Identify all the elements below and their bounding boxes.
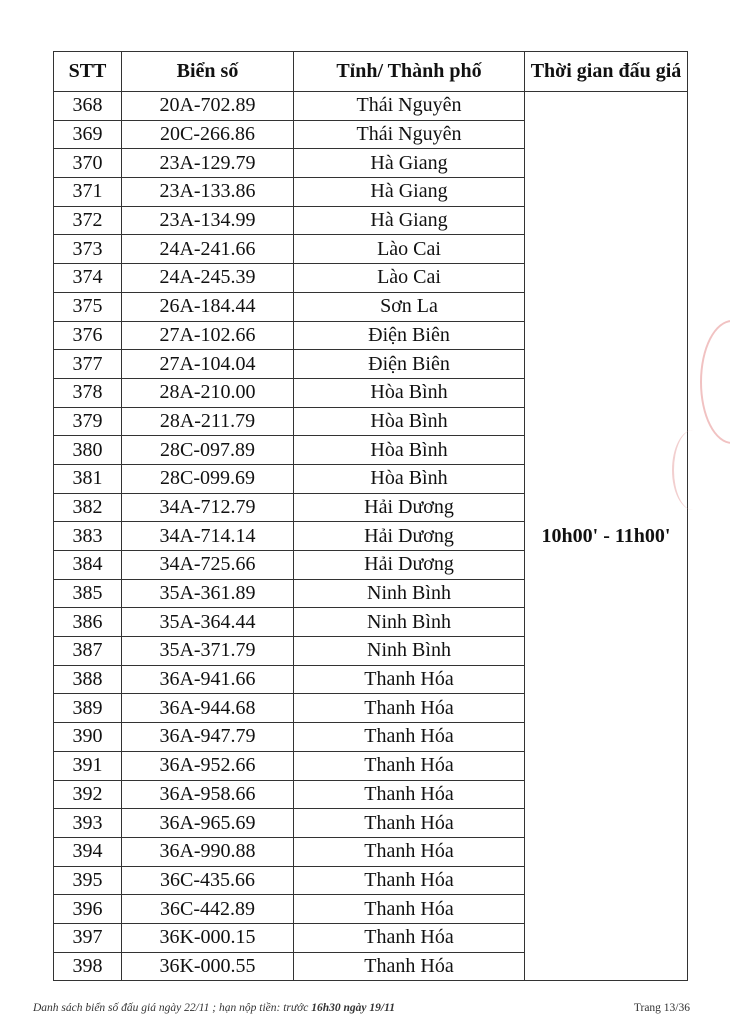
- row-province: Thanh Hóa: [294, 866, 525, 895]
- footer-deadline: 16h30 ngày 19/11: [311, 1002, 395, 1014]
- row-province: Sơn La: [294, 292, 525, 321]
- row-province: Hà Giang: [294, 206, 525, 235]
- row-plate-number: 23A-129.79: [122, 149, 294, 178]
- header-auction-time: Thời gian đấu giá: [525, 52, 688, 92]
- stamp-seal-partial: [672, 430, 714, 510]
- row-province: Hòa Bình: [294, 407, 525, 436]
- row-province: Thanh Hóa: [294, 780, 525, 809]
- row-stt: 398: [54, 952, 122, 981]
- row-plate-number: 36A-944.68: [122, 694, 294, 723]
- row-stt: 396: [54, 895, 122, 924]
- row-plate-number: 36A-947.79: [122, 723, 294, 752]
- row-stt: 390: [54, 723, 122, 752]
- row-stt: 386: [54, 608, 122, 637]
- row-province: Hòa Bình: [294, 436, 525, 465]
- row-province: Hòa Bình: [294, 464, 525, 493]
- row-province: Hà Giang: [294, 178, 525, 207]
- row-stt: 374: [54, 264, 122, 293]
- row-plate-number: 28C-099.69: [122, 464, 294, 493]
- row-plate-number: 28A-211.79: [122, 407, 294, 436]
- row-province: Lào Cai: [294, 235, 525, 264]
- row-province: Thanh Hóa: [294, 923, 525, 952]
- row-province: Hà Giang: [294, 149, 525, 178]
- row-plate-number: 36C-435.66: [122, 866, 294, 895]
- row-stt: 369: [54, 120, 122, 149]
- row-stt: 391: [54, 751, 122, 780]
- row-province: Thanh Hóa: [294, 723, 525, 752]
- row-plate-number: 26A-184.44: [122, 292, 294, 321]
- row-plate-number: 24A-241.66: [122, 235, 294, 264]
- row-plate-number: 23A-133.86: [122, 178, 294, 207]
- row-stt: 377: [54, 350, 122, 379]
- page-number: Trang 13/36: [633, 1002, 690, 1014]
- row-plate-number: 35A-364.44: [122, 608, 294, 637]
- footer-note: [33, 1002, 395, 1014]
- row-stt: 384: [54, 551, 122, 580]
- row-province: Hải Dương: [294, 551, 525, 580]
- row-stt: 370: [54, 149, 122, 178]
- row-stt: 385: [54, 579, 122, 608]
- row-province: Điện Biên: [294, 321, 525, 350]
- row-plate-number: 27A-102.66: [122, 321, 294, 350]
- row-stt: 378: [54, 378, 122, 407]
- row-plate-number: 28A-210.00: [122, 378, 294, 407]
- row-province: Thái Nguyên: [294, 120, 525, 149]
- license-plate-table: [53, 51, 688, 981]
- row-stt: 379: [54, 407, 122, 436]
- table-header-row: [54, 52, 688, 92]
- header-province: Tỉnh/ Thành phố: [294, 52, 525, 92]
- row-stt: 372: [54, 206, 122, 235]
- row-province: Thanh Hóa: [294, 694, 525, 723]
- row-stt: 382: [54, 493, 122, 522]
- header-plate-number: Biển số: [122, 52, 294, 92]
- row-plate-number: 34A-725.66: [122, 551, 294, 580]
- row-province: Điện Biên: [294, 350, 525, 379]
- row-province: Thái Nguyên: [294, 92, 525, 121]
- row-plate-number: 27A-104.04: [122, 350, 294, 379]
- row-stt: 387: [54, 637, 122, 666]
- row-plate-number: 36A-965.69: [122, 809, 294, 838]
- row-province: Thanh Hóa: [294, 837, 525, 866]
- table-row: [54, 92, 688, 121]
- row-stt: 380: [54, 436, 122, 465]
- row-province: Thanh Hóa: [294, 895, 525, 924]
- row-province: Hải Dương: [294, 493, 525, 522]
- row-stt: 397: [54, 923, 122, 952]
- row-province: Thanh Hóa: [294, 751, 525, 780]
- stamp-seal: [700, 320, 730, 444]
- row-plate-number: 35A-361.89: [122, 579, 294, 608]
- row-plate-number: 20C-266.86: [122, 120, 294, 149]
- row-stt: 395: [54, 866, 122, 895]
- row-plate-number: 35A-371.79: [122, 637, 294, 666]
- row-plate-number: 36K-000.15: [122, 923, 294, 952]
- row-stt: 376: [54, 321, 122, 350]
- row-plate-number: 36K-000.55: [122, 952, 294, 981]
- row-stt: 373: [54, 235, 122, 264]
- row-province: Ninh Bình: [294, 608, 525, 637]
- row-plate-number: 36A-941.66: [122, 665, 294, 694]
- row-plate-number: 36A-958.66: [122, 780, 294, 809]
- header-stt: STT: [54, 52, 122, 92]
- auction-time-cell: 10h00' - 11h00': [525, 92, 688, 981]
- row-stt: 375: [54, 292, 122, 321]
- row-plate-number: 20A-702.89: [122, 92, 294, 121]
- row-plate-number: 34A-712.79: [122, 493, 294, 522]
- row-plate-number: 23A-134.99: [122, 206, 294, 235]
- row-province: Thanh Hóa: [294, 952, 525, 981]
- row-stt: 381: [54, 464, 122, 493]
- row-province: Lào Cai: [294, 264, 525, 293]
- row-stt: 394: [54, 837, 122, 866]
- row-plate-number: 24A-245.39: [122, 264, 294, 293]
- row-stt: 368: [54, 92, 122, 121]
- row-plate-number: 34A-714.14: [122, 522, 294, 551]
- row-plate-number: 36C-442.89: [122, 895, 294, 924]
- footer-note-text: Danh sách biển số đấu giá ngày 22/11 ; hạn nộp tiền: trước: [33, 1002, 309, 1014]
- row-plate-number: 36A-990.88: [122, 837, 294, 866]
- row-province: Hải Dương: [294, 522, 525, 551]
- row-stt: 393: [54, 809, 122, 838]
- row-stt: 389: [54, 694, 122, 723]
- row-province: Ninh Bình: [294, 637, 525, 666]
- row-province: Thanh Hóa: [294, 665, 525, 694]
- row-stt: 371: [54, 178, 122, 207]
- row-plate-number: 36A-952.66: [122, 751, 294, 780]
- row-stt: 383: [54, 522, 122, 551]
- row-province: Hòa Bình: [294, 378, 525, 407]
- row-province: Thanh Hóa: [294, 809, 525, 838]
- row-stt: 392: [54, 780, 122, 809]
- row-province: Ninh Bình: [294, 579, 525, 608]
- row-plate-number: 28C-097.89: [122, 436, 294, 465]
- row-stt: 388: [54, 665, 122, 694]
